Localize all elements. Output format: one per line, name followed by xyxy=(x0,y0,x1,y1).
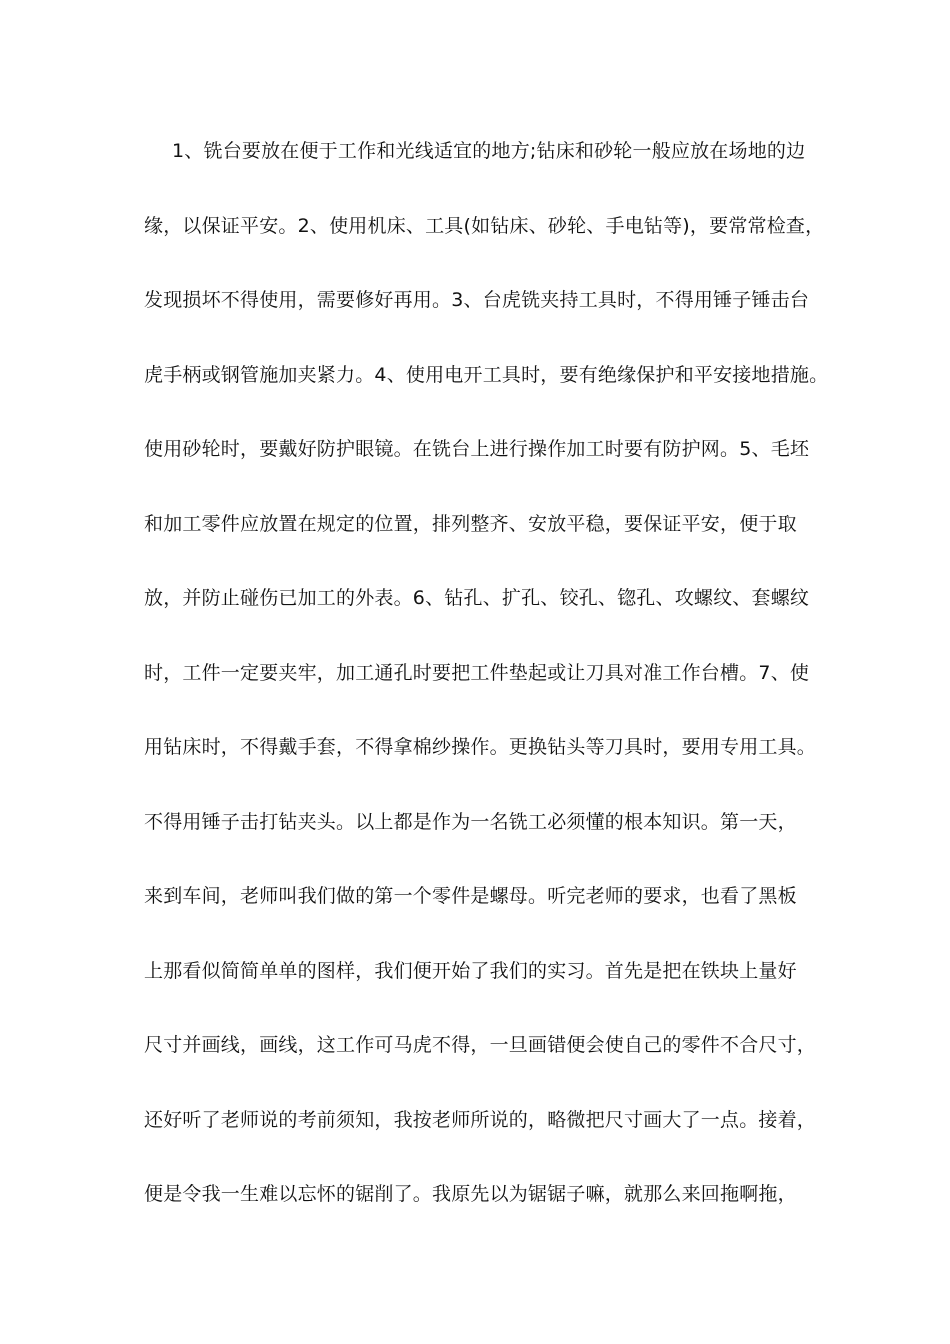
text-line: 便是令我一生难以忘怀的锯削了。我原先以为锯锯子嘛，就那么来回拖啊拖， xyxy=(144,1183,797,1205)
body-text xyxy=(144,134,829,1252)
text-line: 尺寸并画线，画线，这工作可马虎不得，一旦画错便会使自己的零件不合尺寸， xyxy=(144,1034,817,1056)
text-line: 缘，以保证平安。2、使用机床、工具(如钻床、砂轮、手电钻等)，要常常检查， xyxy=(144,214,825,237)
text-line: 还好听了老师说的考前须知，我按老师所说的，略微把尺寸画大了一点。接着， xyxy=(144,1108,817,1131)
text-line: 上那看似简简单单的图样，我们便开始了我们的实习。首先是把在铁块上量好 xyxy=(144,959,797,982)
text-line: 时，工件一定要夹牢，加工通孔时要把工件垫起或让刀具对准工作台槽。7、使 xyxy=(144,661,810,684)
text-line: 来到车间，老师叫我们做的第一个零件是螺母。听完老师的要求，也看了黑板 xyxy=(144,885,797,907)
text-line: 和加工零件应放置在规定的位置，排列整齐、安放平稳，要保证平安，便于取 xyxy=(144,512,797,535)
text-line: 发现损坏不得使用，需要修好再用。3、台虎铣夹持工具时，不得用锤子锤击台 xyxy=(144,289,810,311)
text-line: 用钻床时，不得戴手套，不得拿棉纱操作。更换钻头等刀具时，要用专用工具。 xyxy=(144,736,817,758)
text-line: 1、铣台要放在便于工作和光线适宜的地方;钻床和砂轮一般应放在场地的边 xyxy=(172,140,806,162)
text-line: 放，并防止碰伤已加工的外表。6、钻孔、扩孔、铰孔、锪孔、攻螺纹、套螺纹 xyxy=(144,587,810,609)
text-line: 使用砂轮时，要戴好防护眼镜。在铣台上进行操作加工时要有防护网。5、毛坯 xyxy=(144,438,810,460)
text-line: 不得用锤子击打钻夹头。以上都是作为一名铣工必须懂的根本知识。第一天， xyxy=(144,810,797,833)
text-line: 虎手柄或钢管施加夹紧力。4、使用电开工具时，要有绝缘保护和平安接地措施。 xyxy=(144,363,829,386)
